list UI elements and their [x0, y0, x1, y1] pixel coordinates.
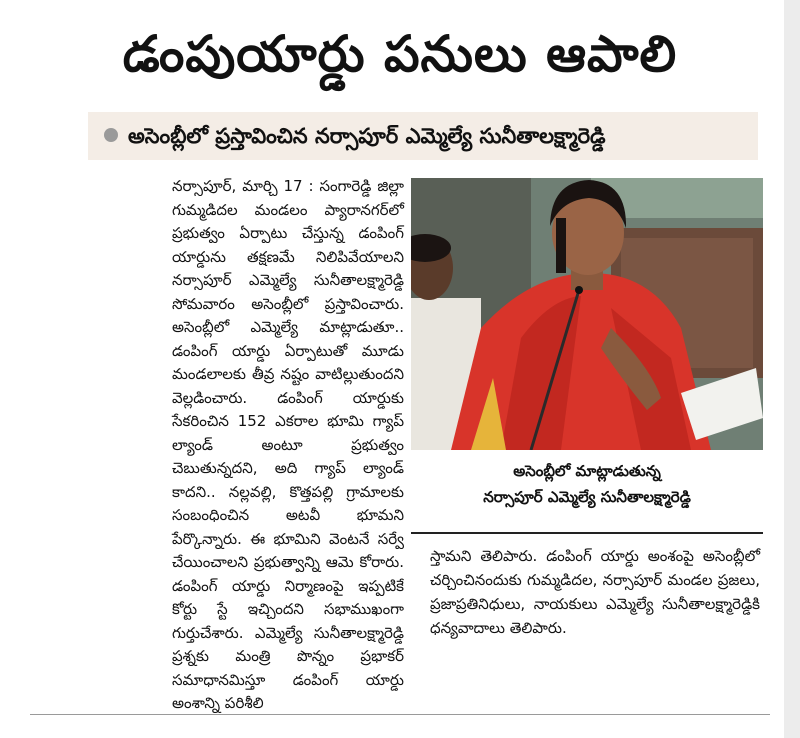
footer-divider	[30, 714, 770, 715]
photo-caption	[411, 458, 763, 510]
page-edge	[784, 0, 800, 738]
photo-caption-line1: అసెంబ్లీలో మాట్లాడుతున్న	[513, 462, 661, 480]
article-body-right: స్తామని తెలిపారు. డంపింగ్ యార్డు అంశంపై అసెంబ్లీలో చర్చించినందుకు గుమ్మడిదల, నర్సాపూర్ మండల ప్రజలు, ప్రజాప్రతినిధులు, నాయకులు ఎమ్మెల్యే సునీతాలక్ష్మారెడ్డికి ధన్యవాదాలు తెలిపారు.	[430, 547, 760, 637]
article-body-left: నర్సాపూర్, మార్చి 17 : సంగారెడ్డి జిల్లా గుమ్మడిదల మండలం ప్యారానగర్‌లో ప్రభుత్వం ఏర్పాటు చేస్తున్న డంపింగ్ యార్డును తక్షణమే నిలిపివేయాలని నర్సాపూర్ ఎమ్మెల్యే సునీతాలక్ష్మారెడ్డి సోమవారం అసెంబ్లీలో ప్రస్తావించారు. అసెంబ్లీలో ఎమ్మెల్యే మాట్లాడుతూ.. డంపింగ్ యార్డు ఏర్పాటుతో మూడు మండలాలకు తీవ్ర నష్టం వాటిల్లుతుందని వెల్లడించారు. డంపింగ్ యార్డుకు సేకరించిన 152 ఎకరాల భూమి గ్యాప్ ల్యాండ్ అంటూ ప్రభుత్వం చెబుతున్నదని, అది గ్యాప్ ల్యాండ్ కాదని.. నల్లవల్లి, కొత్తపల్లి గ్రామాలకు సంబంధించిన అటవీ భూమని పేర్కొన్నారు. ఈ భూమిని వెంటనే సర్వే చేయించాలని ప్రభుత్వాన్ని ఆమె కోరారు. డంపింగ్ యార్డు నిర్మాణంపై ఇప్పటికే కోర్టు స్టే ఇచ్చిందని సభాముఖంగా గుర్తుచేశారు. ఎమ్మెల్యే సునీతాలక్ష్మారెడ్డి ప్రశ్నకు మంత్రి పొన్నం ప్రభాకర్ సమాధానమిస్తూ డంపింగ్ యార్డు అంశాన్ని పరిశీలి	[172, 177, 404, 712]
article-column-left	[172, 175, 404, 712]
headline: డంపుయార్డు పనులు ఆపాలి	[122, 25, 678, 83]
photo-caption-line2: నర్సాపూర్ ఎమ్మెల్యే సునీతాలక్ష్మారెడ్డి	[483, 488, 691, 506]
photo-illustration	[411, 178, 763, 450]
mla-speaking-photo	[411, 178, 763, 450]
subheadline: అసెంబ్లీలో ప్రస్తావించిన నర్సాపూర్ ఎమ్మెల్యే సునీతాలక్ష్మారెడ్డి	[128, 124, 606, 148]
bullet-dot-icon	[104, 128, 118, 142]
caption-divider	[411, 532, 763, 534]
subheadline-bar	[88, 112, 758, 160]
article-column-right	[430, 544, 760, 640]
